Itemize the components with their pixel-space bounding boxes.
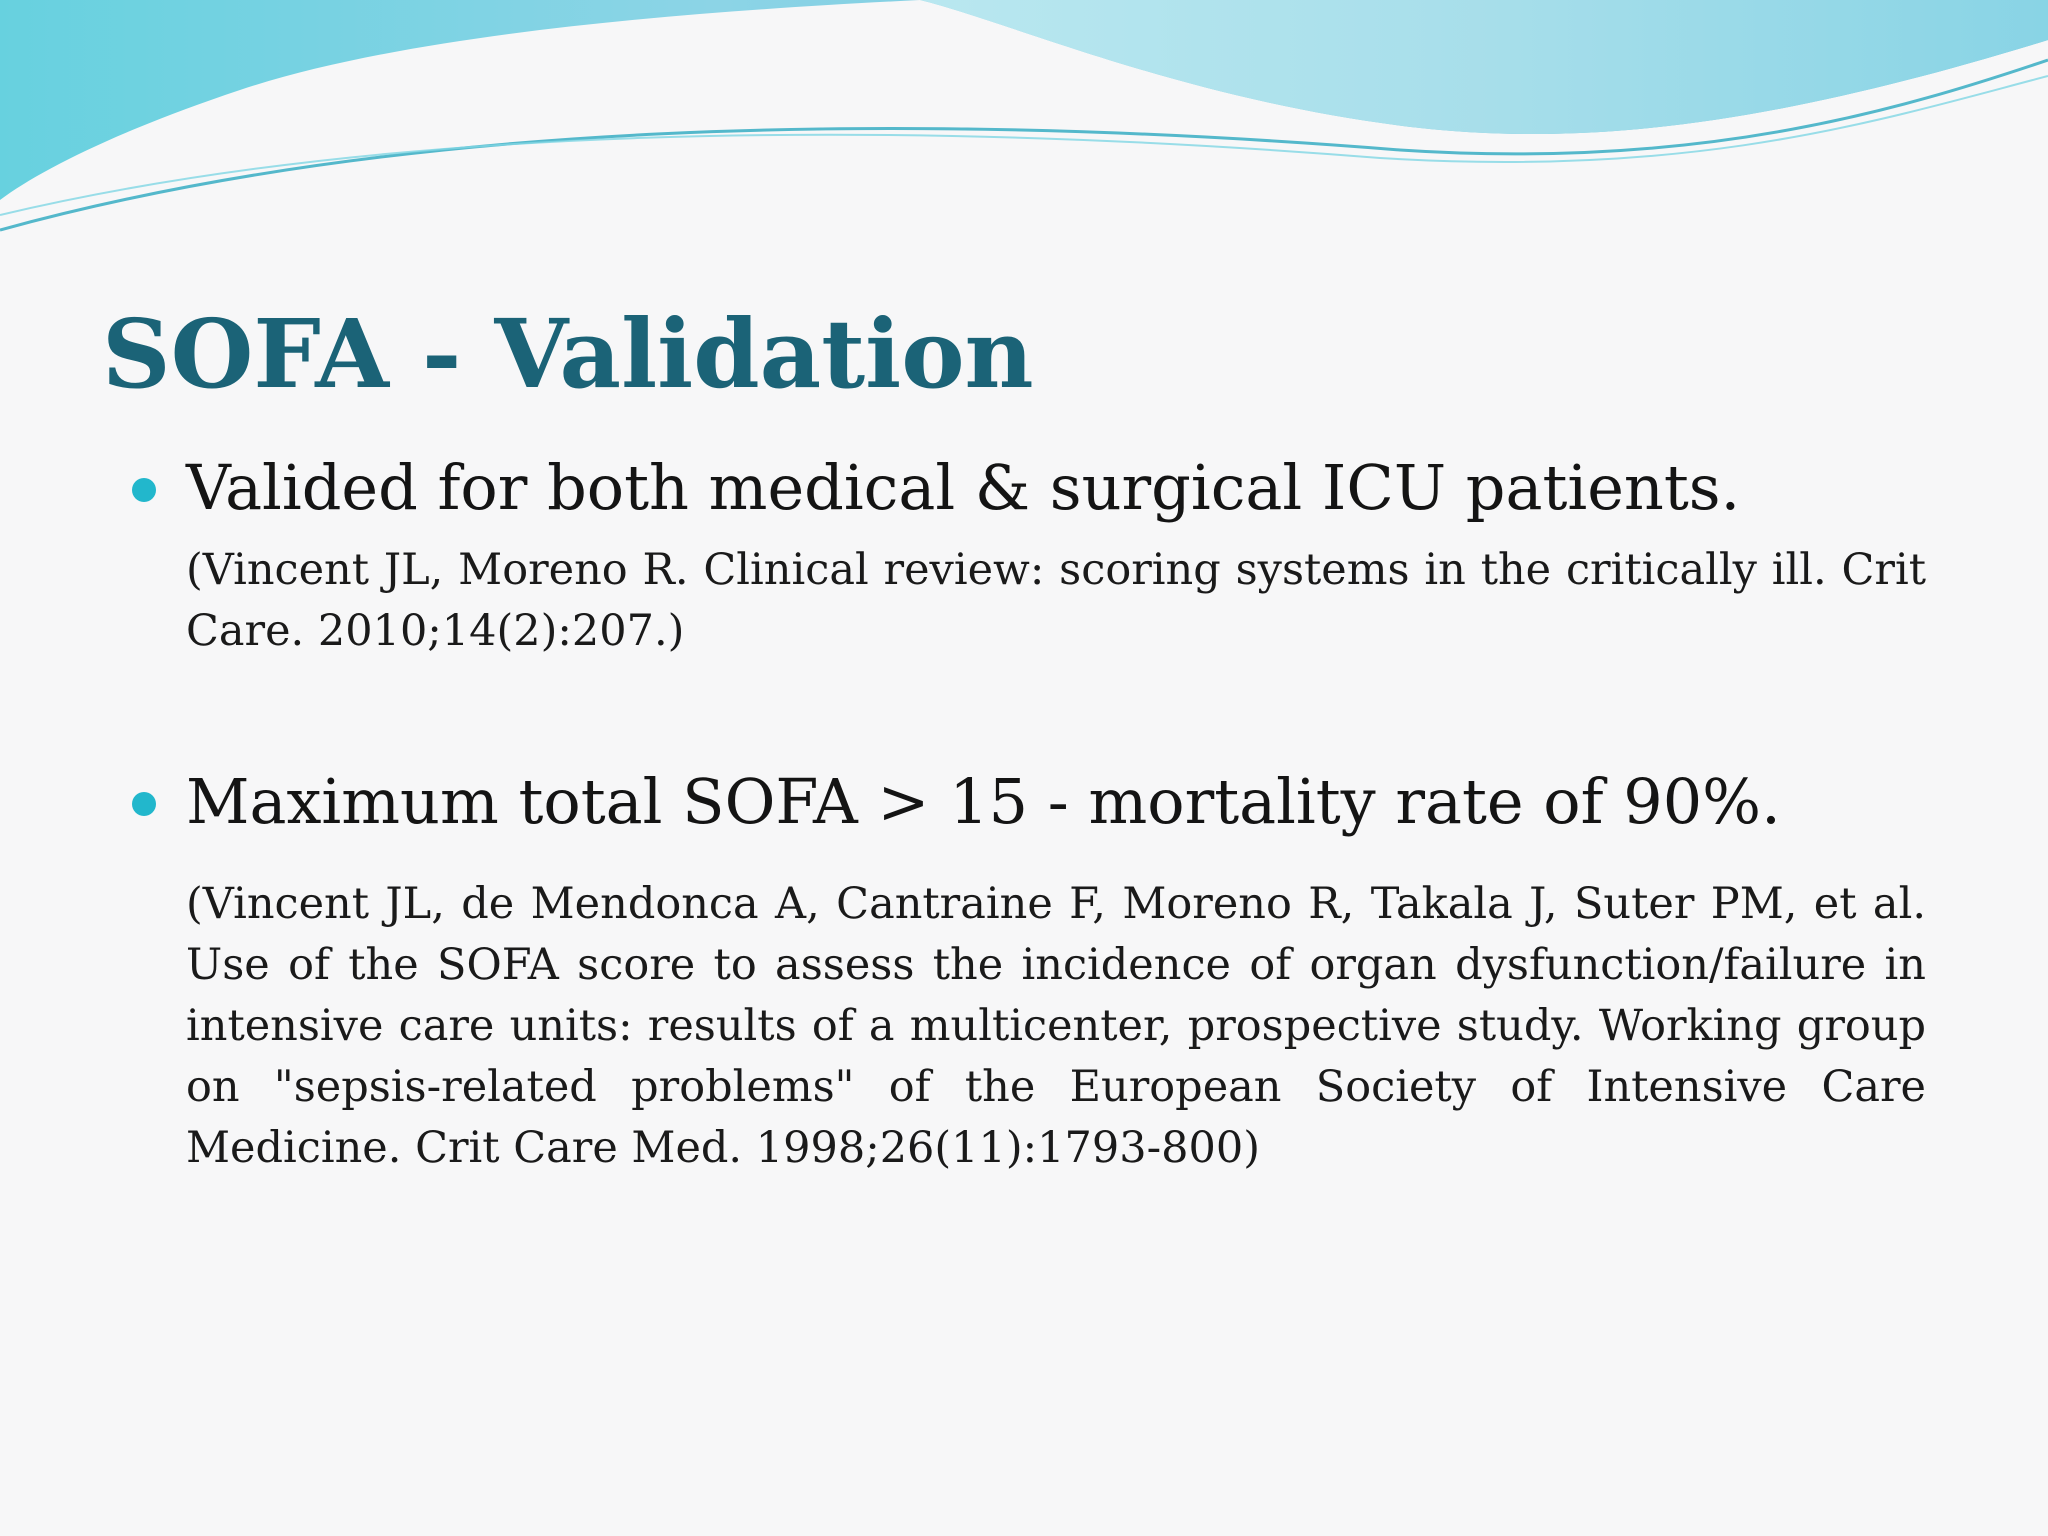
bullet-item-2 — [130, 764, 1930, 1179]
bullet-text-1: Valided for both medical & surgical ICU patients. — [186, 451, 1741, 524]
citation-1: (Vincent JL, Moreno R. Clinical review: scoring systems in the critically ill. Crit Care. 2010;14(2):207.) — [186, 545, 1926, 656]
bullet-dot-icon — [132, 478, 156, 502]
bullet-line-2 — [130, 764, 1930, 840]
decorative-wave-header — [0, 0, 2048, 240]
slide-title: SOFA - Validation — [102, 299, 1034, 410]
bullet-dot-icon — [132, 792, 156, 816]
wave-shape-light — [920, 0, 2048, 134]
bullet-item-1 — [130, 450, 1930, 662]
bullet-line-1 — [130, 450, 1930, 526]
bullet-text-2: Maximum total SOFA > 15 - mortality rate of 90%. — [186, 765, 1781, 838]
citation-2: (Vincent JL, de Mendonca A, Cantraine F, Moreno R, Takala J, Suter PM, et al. Use of the SOFA score to assess the incidence of organ dysfunction/failure in intensive care units: results of a multicenter, prospective study. Working group on "sepsis-related problems" of the European Society of Intensive Care Medicine. Crit Care Med. 1998;26(11):1793-800) — [186, 879, 1926, 1173]
